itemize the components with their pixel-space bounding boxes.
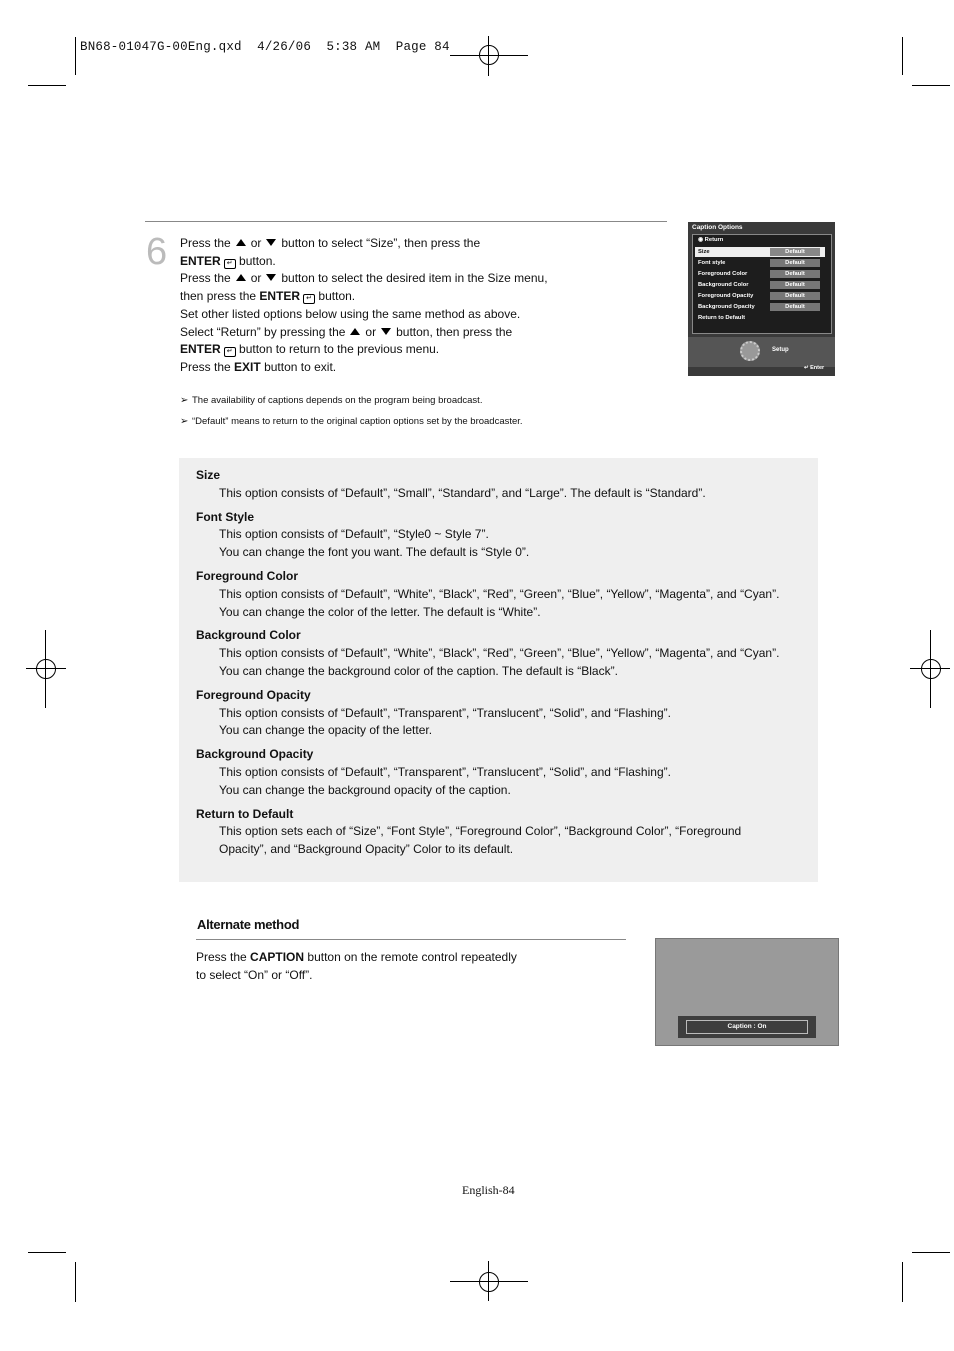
menu-item-value: Default [770, 270, 820, 278]
option-desc: This option consists of “Default”, “Transparent”, “Translucent”, “Solid”, and “Flashing”. [219, 705, 671, 720]
text: Press the [180, 359, 231, 374]
text: then press the [180, 289, 257, 304]
print-header: BN68-01047G-00Eng.qxd 4/26/06 5:38 AM Page 84 [80, 40, 450, 54]
down-arrow-icon [381, 328, 391, 335]
option-title: Background Color [196, 628, 301, 643]
option-title: Font Style [196, 509, 255, 524]
menu-item-background-color: Background Color [698, 282, 749, 288]
option-desc: You can change the background color of the caption. The default is “Black”. [219, 663, 618, 678]
registration-line [488, 1261, 489, 1301]
registration-line [930, 630, 931, 708]
section-rule [145, 221, 667, 222]
tv-screen-illustration [655, 938, 839, 1046]
text: Press the [180, 271, 231, 286]
text: Press the [180, 236, 231, 250]
text: or [250, 271, 262, 286]
enter-label-text: Enter [810, 365, 825, 371]
gear-icon [740, 341, 760, 361]
note-arrow-icon: ➢ [180, 395, 189, 406]
menu-panel [692, 234, 832, 334]
crop-mark [28, 85, 66, 86]
text: or [250, 236, 262, 250]
text: or [365, 324, 377, 339]
menu-return [698, 237, 723, 243]
menu-item-value: Default [770, 248, 820, 256]
text: button on the remote control repeatedly [307, 950, 517, 964]
text: button to select “Size”, then press the [281, 236, 481, 250]
menu-return-label: Return [704, 237, 724, 243]
text: button, then press the [396, 324, 513, 339]
up-arrow-icon [236, 274, 246, 281]
step-number: 6 [146, 231, 168, 273]
menu-footer [688, 337, 835, 367]
alternate-method-title: Alternate method [197, 917, 300, 932]
menu-title: Caption Options [692, 224, 743, 231]
text: button. [239, 253, 276, 268]
caption-osd-label: Caption : On [686, 1020, 808, 1034]
crop-mark [902, 37, 903, 75]
step-instructions [180, 235, 548, 377]
enter-icon: ↵ [303, 294, 315, 304]
menu-item-value: Default [770, 303, 820, 311]
crop-mark [28, 1252, 66, 1253]
crop-mark [75, 37, 76, 75]
down-arrow-icon [266, 274, 276, 281]
registration-mark [36, 659, 56, 679]
down-arrow-icon [266, 239, 276, 246]
menu-item-return-to-default: Return to Default [698, 315, 746, 321]
text: button to return to the previous menu. [239, 342, 440, 357]
text: Set other listed options below using the same method as above. [180, 306, 521, 321]
option-desc: You can change the opacity of the letter. [219, 723, 433, 738]
page-number: English-84 [462, 1183, 515, 1197]
registration-mark [921, 659, 941, 679]
menu-item-value: Default [770, 259, 820, 267]
option-desc: This option consists of “Default”, “Small”, “Standard”, and “Large”. The default is “Standard”. [219, 485, 706, 500]
option-desc: You can change the background opacity of the caption. [219, 782, 511, 797]
registration-line [450, 1281, 528, 1282]
enter-key-label: ENTER [180, 253, 221, 268]
return-icon: ◉ [698, 237, 705, 243]
caption-osd-bar [678, 1016, 816, 1038]
text: to select “On” or “Off”. [196, 967, 313, 982]
option-desc: This option consists of “Default”, “White”, “Black”, “Red”, “Green”, “Blue”, “Yellow”, “Magenta”, and “Cyan”. [219, 586, 780, 601]
menu-item-size: Size [698, 249, 710, 255]
enter-icon: ↵ [224, 259, 236, 269]
setup-label: Setup [772, 347, 789, 353]
menu-item-value: Default [770, 281, 820, 289]
option-title: Foreground Color [196, 568, 298, 583]
crop-mark [912, 1252, 950, 1253]
caption-key-label: CAPTION [250, 950, 305, 964]
note-arrow-icon: ➢ [180, 416, 189, 427]
option-title: Size [196, 468, 221, 482]
enter-label [804, 365, 824, 371]
alternate-method-text [196, 949, 517, 985]
option-title: Return to Default [196, 806, 294, 821]
alternate-rule [196, 939, 626, 940]
registration-line [26, 668, 66, 669]
option-desc: Opacity”, and “Background Opacity” Color to its default. [219, 842, 514, 857]
up-arrow-icon [236, 239, 246, 246]
text: Press the [196, 950, 247, 964]
option-desc: You can change the font you want. The default is “Style 0”. [219, 545, 530, 560]
text: button to select the desired item in the Size menu, [281, 271, 548, 286]
enter-icon: ↵ [224, 347, 236, 357]
crop-mark [75, 1262, 76, 1302]
option-desc: This option consists of “Default”, “White”, “Black”, “Red”, “Green”, “Blue”, “Yellow”, “Magenta”, and “Cyan”. [219, 646, 780, 661]
exit-key-label: EXIT [234, 359, 261, 374]
note: “Default” means to return to the original caption options set by the broadcaster. [192, 416, 523, 427]
crop-mark [912, 85, 950, 86]
option-desc: This option consists of “Default”, “Transparent”, “Translucent”, “Solid”, and “Flashing”. [219, 764, 671, 779]
registration-line [45, 630, 46, 708]
notes [180, 390, 523, 432]
up-arrow-icon [350, 328, 360, 335]
option-title: Foreground Opacity [196, 687, 311, 702]
caption-options-menu [688, 222, 835, 376]
crop-mark [902, 1262, 903, 1302]
menu-item-background-opacity: Background Opacity [698, 304, 755, 310]
registration-line [488, 36, 489, 76]
menu-item-font-style: Font style [698, 260, 726, 266]
option-desc: You can change the color of the letter. The default is “White”. [219, 604, 541, 619]
text: button. [318, 289, 356, 304]
enter-icon: ↵ [804, 365, 811, 371]
registration-mark [479, 1272, 499, 1292]
options-list [196, 467, 779, 865]
menu-item-foreground-color: Foreground Color [698, 271, 748, 277]
option-desc: This option consists of “Default”, “Style0 ~ Style 7”. [219, 527, 489, 542]
note: The availability of captions depends on the program being broadcast. [192, 395, 483, 406]
menu-item-value: Default [770, 292, 820, 300]
menu-item-foreground-opacity: Foreground Opacity [698, 293, 754, 299]
option-desc: This option sets each of “Size”, “Font Style”, “Foreground Color”, “Background Color”, “Foreground [219, 824, 742, 839]
text: Select “Return” by pressing the [180, 324, 346, 339]
text: button to exit. [264, 359, 337, 374]
enter-key-label: ENTER [180, 342, 221, 357]
enter-key-label: ENTER [259, 289, 301, 304]
registration-line [450, 55, 528, 56]
option-title: Background Opacity [196, 747, 314, 762]
